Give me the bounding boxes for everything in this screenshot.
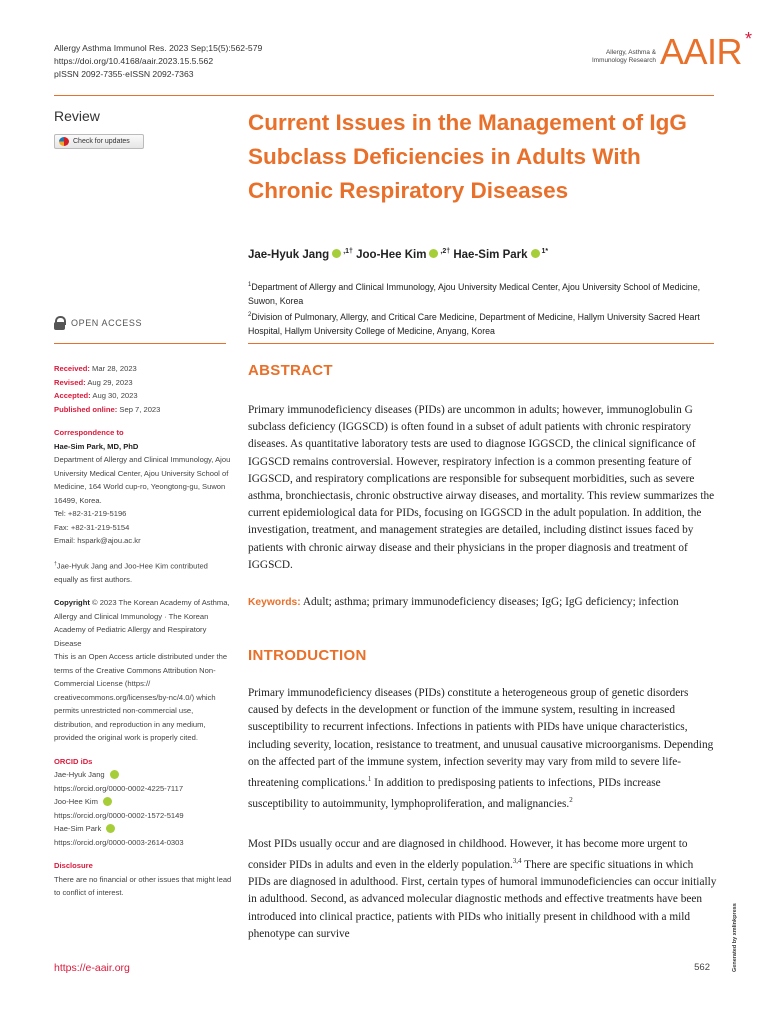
corr-email[interactable]: Email: hspark@ajou.ac.kr bbox=[54, 536, 141, 545]
keywords-list: Adult; asthma; primary immunodeficiency diseases; IgG; IgG deficiency; infection bbox=[302, 596, 679, 608]
correspondence-heading: Correspondence to bbox=[54, 428, 124, 437]
open-access-badge bbox=[54, 316, 142, 330]
orcid-icon bbox=[110, 770, 119, 779]
open-lock-icon bbox=[54, 316, 65, 330]
orcid-icon bbox=[103, 797, 112, 806]
journal-header bbox=[54, 42, 262, 81]
received-date: Received: Mar 28, 2023 bbox=[54, 364, 137, 373]
check-for-updates-label: Check for updates bbox=[73, 138, 130, 145]
intro-paragraph: Most PIDs usually occur and are diagnosed in childhood. However, it has become more urgent to consider PIDs in adults and even in the elderly population.$^{3,4}$ There are specific situations in which PIDs are diagnosed in adulthood. First, certain types of humoral immunodeficiencies can occur initially in adulthood. Second, as advanced molecular diagnostic methods and effective treatments have been introduced into clinical practice, patients with PIDs who initially present in childhood with a mild phenotype can survive bbox=[248, 838, 717, 940]
corr-tel: Tel: +82-31-219-5196 bbox=[54, 509, 127, 518]
corr-fax: Fax: +82-31-219-5154 bbox=[54, 522, 130, 532]
orcid-entry: Jae-Hyuk Jang bbox=[54, 768, 234, 782]
intro-paragraph: Primary immunodeficiency diseases (PIDs) constitute a heterogeneous group of genetic disorders caused by defects in the development or function of the immune system, resulting in increased susceptibility to recurrent infections. Infections in patients with PIDs have unique characteristics, including severity, location, resistance to treatment, and unusual causative microorganisms. Depending on the affected part of the immune system, infection severity may vary from mild to severe life-threatening complications.$^1$ In addition to predisposing patients to infections, PIDs increase susceptibility to autoimmunity, lymphoproliferation, and malignancies.$^2$ bbox=[248, 687, 714, 810]
footer-journal-link[interactable]: https://e-aair.org bbox=[54, 962, 130, 974]
author-affil-mark: ,1† bbox=[343, 248, 353, 255]
orcid-entry: Hae-Sim Park bbox=[54, 822, 234, 836]
reference-mark[interactable]: 2 bbox=[569, 795, 573, 804]
logo-subtitle-1: Allergy, Asthma & bbox=[606, 49, 656, 56]
orcid-entry: Joo-Hee Kim bbox=[54, 795, 234, 809]
keywords bbox=[248, 596, 718, 608]
author-name[interactable]: Hae-Sim Park bbox=[453, 248, 528, 261]
author-name[interactable]: Jae-Hyuk Jang bbox=[248, 248, 330, 261]
author-affil-mark: ,2† bbox=[440, 248, 451, 255]
orcid-link[interactable]: https://orcid.org/0000-0002-1572-5149 bbox=[54, 810, 184, 820]
issn: pISSN 2092-7355·eISSN 2092-7363 bbox=[54, 69, 194, 79]
header-divider bbox=[54, 95, 714, 96]
corresponding-author: Hae-Sim Park, MD, PhD bbox=[54, 441, 139, 451]
page-number: 562 bbox=[694, 962, 710, 973]
author-affil-mark: 1* bbox=[541, 248, 549, 255]
article-title: Current Issues in the Management of IgG Subclass Deficiencies in Adults With Chronic Respiratory Diseases bbox=[248, 110, 687, 203]
author-name[interactable]: Joo-Hee Kim bbox=[356, 248, 427, 261]
author-list bbox=[248, 248, 548, 261]
main-divider bbox=[248, 343, 714, 344]
crossmark-icon bbox=[59, 137, 69, 146]
corr-address: Department of Allergy and Clinical Immunology, Ajou University Medical Center, Ajou University School of Medicine, 164 World cup-ro, Yeongtong-gu, Suwon 16499, Korea. bbox=[54, 455, 231, 505]
orcid-icon[interactable] bbox=[332, 249, 341, 258]
orcid-link[interactable]: https://orcid.org/0000-0003-2614-0303 bbox=[54, 837, 184, 847]
logo-star-icon: * bbox=[744, 29, 752, 49]
disclosure-heading: Disclosure bbox=[54, 861, 93, 871]
disclosure-text: There are no financial or other issues that might lead to conflict of interest. bbox=[54, 874, 232, 898]
reference-mark[interactable]: 1 bbox=[367, 775, 372, 784]
introduction-heading: INTRODUCTION bbox=[248, 647, 367, 664]
revised-date: Revised: Aug 29, 2023 bbox=[54, 377, 133, 387]
reference-mark[interactable]: 3,4 bbox=[512, 857, 522, 866]
article-info-sidebar bbox=[54, 362, 234, 900]
copyright: Copyright © 2023 The Korean Academy of Asthma, Allergy and Clinical Immunology · The Korean Academy of Pediatric Allergy and Respiratory Disease bbox=[54, 598, 230, 648]
orcid-icon[interactable] bbox=[429, 249, 438, 258]
keywords-label: Keywords: bbox=[248, 597, 301, 608]
logo-subtitle-2: Immunology Research bbox=[592, 57, 656, 64]
xmlinkpress-badge: Generated by xmlinkpress bbox=[732, 903, 738, 972]
logo-wordmark: AAIR bbox=[659, 31, 742, 72]
check-for-updates-button[interactable] bbox=[54, 134, 144, 149]
abstract-heading: ABSTRACT bbox=[248, 362, 333, 379]
orcid-icon bbox=[106, 824, 115, 833]
affiliation: $^2$Division of Pulmonary, Allergy, and Critical Care Medicine, Department of Medicine, Hallym University Sacred Heart Hospital, Hallym University College of Medicine, Anyang, Korea bbox=[248, 312, 700, 336]
equal-contribution-note: †Jae-Hyuk Jang and Joo-Hee Kim contributed equally as first authors. bbox=[54, 560, 208, 584]
affiliation: $^1$Department of Allergy and Clinical Immunology, Ajou University Medical Center, Ajou University School of Medicine, Suwon, Korea bbox=[248, 281, 701, 306]
published-date: Published online: Sep 7, 2023 bbox=[54, 404, 161, 414]
abstract-text: Primary immunodeficiency diseases (PIDs) are uncommon in adults; however, immunoglobulin G subclass deficiency (IGGSCD) is often found in a subset of adult patients with chronic respiratory diseases. As quantitative laboratory tests are used to diagnose IGGSCD, the clinical significance of IGGSCD remains controversial. However, respiratory infection is a common presenting feature of IGGSCD, and respiratory complications are responsible for subsequent morbidities, such as severe asthma, bronchiectasis, chronic obstructive airway diseases, and mortality. This review summarizes the current epidemiological data for PIDs, focusing on IGGSCD in the adult population. In addition, the investigation, treatment, and management strategies are detailed, including distinct issues faced by patients with chronic airway disease and their physicians in the proper diagnosis and treatment of IGGSCD. bbox=[248, 404, 715, 571]
orcid-icon[interactable] bbox=[531, 249, 540, 258]
accepted-date: Accepted: Aug 30, 2023 bbox=[54, 391, 138, 400]
sidebar-divider bbox=[54, 343, 226, 344]
license: This is an Open Access article distributed under the terms of the Creative Commons Attribution Non-Commercial License (https:// creativecommons.org/licenses/by-nc/4.0/) which permits unrestricted non-commercial use, distribution, and reproduction in any medium, provided the original work is properly cited. bbox=[54, 652, 228, 743]
journal-logo bbox=[592, 29, 752, 72]
affiliations bbox=[248, 279, 718, 339]
open-access-label: OPEN ACCESS bbox=[71, 318, 143, 328]
citation: Allergy Asthma Immunol Res. 2023 Sep;15(5):562-579 bbox=[54, 43, 263, 53]
article-type: Review bbox=[54, 108, 100, 124]
orcid-heading: ORCID iDs bbox=[54, 756, 93, 766]
orcid-link[interactable]: https://orcid.org/0000-0002-4225-7117 bbox=[54, 783, 184, 793]
doi-link[interactable]: https://doi.org/10.4168/aair.2023.15.5.562 bbox=[54, 56, 214, 66]
